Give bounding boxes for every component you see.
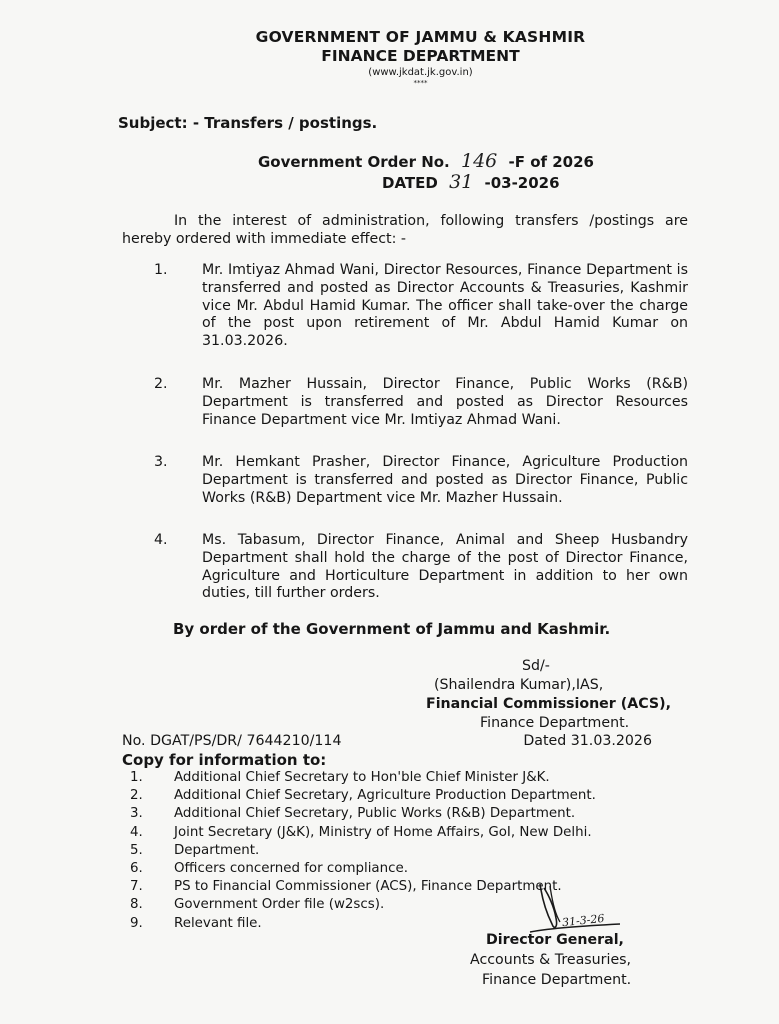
intro-text: In the interest of administration, following transfers /postings are hereby ordered with immediate effect: - <box>122 213 688 247</box>
signatory-title: Financial Commissioner (ACS), <box>426 696 671 712</box>
copy-item <box>130 805 596 823</box>
department-name: FINANCE DEPARTMENT <box>321 47 520 65</box>
dated-suffix: -03-2026 <box>484 174 560 192</box>
copy-item-text: Joint Secretary (J&K), Ministry of Home Affairs, GoI, New Delhi. <box>174 824 592 840</box>
copy-item <box>130 842 596 860</box>
header-stars: **** <box>413 79 428 87</box>
copy-item-text: Officers concerned for compliance. <box>174 861 408 877</box>
website-link[interactable]: (www.jkdat.jk.gov.in) <box>368 67 473 78</box>
by-order-line: By order of the Government of Jammu and Kashmir. <box>173 620 611 638</box>
copy-item-number: 2. <box>130 788 143 804</box>
item-text: Mr. Mazher Hussain, Director Finance, Public Works (R&B) Department is transferred and posted as Director Resources Finance Department vice Mr. Imtiyaz Ahmad Wani. <box>202 376 688 428</box>
transfer-item <box>140 532 688 603</box>
order-number-handwritten: 146 <box>461 150 498 172</box>
order-prefix: Government Order No. <box>258 153 450 171</box>
signatory-name: (Shailendra Kumar),IAS, <box>434 677 604 693</box>
government-name: GOVERNMENT OF JAMMU & KASHMIR <box>255 28 586 46</box>
copy-item <box>130 824 596 842</box>
transfer-item <box>140 262 688 351</box>
item-text: Mr. Imtiyaz Ahmad Wani, Director Resources, Finance Department is transferred and posted as Director Accounts & Treasuries, Kashmir vice Mr. Abdul Hamid Kumar. The officer shall take-over the charge of the post upon retirement of Mr. Abdul Hamid Kumar on 31.03.2026. <box>202 262 688 350</box>
copy-item-number: 6. <box>130 861 143 877</box>
dg-dept: Finance Department. <box>482 972 632 988</box>
copy-item-text: Relevant file. <box>174 915 262 931</box>
item-number: 4. <box>154 532 168 548</box>
order-day-handwritten: 31 <box>449 171 474 193</box>
reference-line <box>122 733 652 749</box>
item-text: Mr. Hemkant Prasher, Director Finance, Agriculture Production Department is transferred and posted as Director Finance, Public Works (R&B) Department vice Mr. Mazher Hussain. <box>202 454 688 506</box>
item-text: Ms. Tabasum, Director Finance, Animal and Sheep Husbandry Department shall hold the charge of the post of Director Finance, Agriculture and Horticulture Department in addition to her own duties, till further orders. <box>202 532 688 602</box>
copy-item <box>130 787 596 805</box>
dg-title: Director General, <box>486 932 624 948</box>
sd-mark: Sd/- <box>522 658 550 674</box>
signatory-block <box>400 657 690 733</box>
copy-item-text: Additional Chief Secretary, Public Works (R&B) Department. <box>174 806 576 822</box>
dated-prefix: DATED <box>382 174 438 192</box>
copy-item-text: PS to Financial Commissioner (ACS), Finance Department. <box>174 879 562 895</box>
item-number: 2. <box>154 376 168 392</box>
reference-date: Dated 31.03.2026 <box>523 733 652 749</box>
copy-item-text: Additional Chief Secretary, Agriculture Production Department. <box>174 788 596 804</box>
order-suffix: -F of 2026 <box>508 153 594 171</box>
item-number: 3. <box>154 454 168 470</box>
order-number-block <box>258 151 594 193</box>
copy-heading: Copy for information to: <box>122 751 327 769</box>
copy-item <box>130 769 596 787</box>
letterhead <box>0 28 779 87</box>
subject-line: Subject: - Transfers / postings. <box>118 114 378 132</box>
signature-date-handwritten: 31-3-26 <box>561 911 606 930</box>
copy-item-number: 4. <box>130 824 143 840</box>
director-general-block <box>470 930 631 990</box>
signatory-dept: Finance Department. <box>480 715 630 731</box>
copy-item-number: 8. <box>130 897 143 913</box>
copy-item-number: 5. <box>130 842 143 858</box>
copy-item <box>130 860 596 878</box>
transfer-item <box>140 454 688 507</box>
reference-number: No. DGAT/PS/DR/ 7644210/114 <box>122 733 342 749</box>
intro-paragraph <box>122 212 688 248</box>
copy-item-text: Additional Chief Secretary to Hon'ble Chief Minister J&K. <box>174 770 550 785</box>
copy-item-text: Department. <box>174 842 260 858</box>
copy-item-number: 9. <box>130 915 143 931</box>
dg-office: Accounts & Treasuries, <box>470 952 632 968</box>
copy-item-number: 1. <box>130 770 143 785</box>
copy-item-text: Government Order file (w2scs). <box>174 897 385 913</box>
copy-item-number: 7. <box>130 879 143 895</box>
item-number: 1. <box>154 262 168 278</box>
copy-item-number: 3. <box>130 806 143 822</box>
transfer-item <box>140 376 688 429</box>
